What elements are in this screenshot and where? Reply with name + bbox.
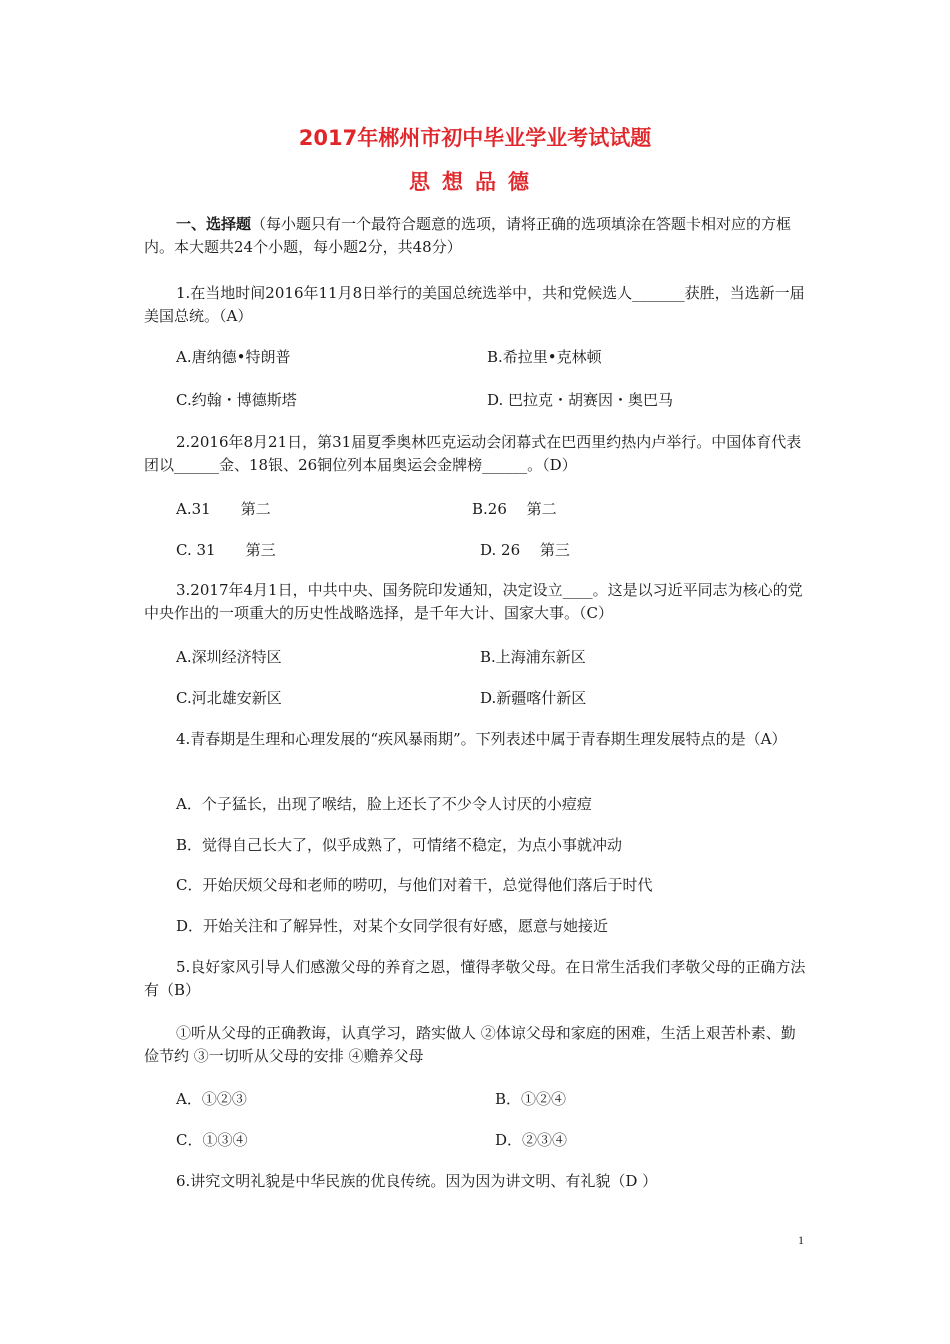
question-2-option-a: A.31 第二 (176, 500, 271, 518)
question-3-option-d: D.新疆喀什新区 (480, 689, 587, 707)
question-2-option-c: C. 31 第三 (176, 541, 276, 559)
question-3-option-b: B.上海浦东新区 (480, 648, 586, 666)
question-4-stem: 4.青春期是生理和心理发展的“疾风暴雨期”。下列表述中属于青春期生理发展特点的是（A） (176, 730, 787, 748)
question-6-stem: 6.讲究文明礼貌是中华民族的优良传统。因为因为讲文明、有礼貌（D ） (176, 1172, 658, 1190)
page-number: 1 (798, 1233, 804, 1247)
question-1-option-c: C.约翰・博德斯塔 (176, 391, 297, 409)
question-5-option-b: B．①②④ (495, 1090, 567, 1108)
question-4-option-a: A．个子猛长，出现了喉结，脸上还长了不少令人讨厌的小痘痘 (176, 795, 592, 813)
question-2-stem: 2.2016年8月21日，第31届夏季奥林匹克运动会闭幕式在巴西里约热内卢举行。中国体育代表团以______金、18银、26铜位列本届奥运会金牌榜______。（D） (144, 433, 802, 474)
question-2-option-d: D. 26 第三 (480, 541, 570, 559)
section-lead: 一、选择题 (176, 215, 252, 233)
question-1-stem: 1.在当地时间2016年11月8日举行的美国总统选举中，共和党候选人_______获胜，当选新一届美国总统。（A） (144, 284, 805, 325)
question-2-option-b: B.26 第二 (472, 500, 557, 518)
question-1-option-d: D. 巴拉克・胡赛因・奥巴马 (487, 391, 674, 409)
question-4-option-b: B．觉得自己长大了，似乎成熟了，可情绪不稳定，为点小事就冲动 (176, 836, 623, 854)
question-1-option-b: B.希拉里•克林顿 (487, 348, 602, 366)
page-title: 2017年郴州市初中毕业学业考试试题 (298, 126, 652, 150)
question-3-option-a: A.深圳经济特区 (176, 648, 282, 666)
section-instructions (144, 213, 810, 259)
section-text: （每小题只有一个最符合题意的选项，请将正确的选项填涂在答题卡相对应的方框内。本大题共24个小题，每小题2分，共48分） (144, 215, 792, 256)
question-4-option-d: D．开始关注和了解异性，对某个女同学很有好感，愿意与她接近 (176, 917, 609, 935)
subject-title: 思想品德 (409, 170, 541, 194)
question-3-option-c: C.河北雄安新区 (176, 689, 282, 707)
question-3-stem: 3.2017年4月1日，中共中央、国务院印发通知，决定设立____。这是以习近平同志为核心的党中央作出的一项重大的历史性战略选择，是千年大计、国家大事。（C） (144, 581, 803, 622)
question-4-option-c: C．开始厌烦父母和老师的唠叨，与他们对着干，总觉得他们落后于时代 (176, 876, 653, 894)
question-5-detail: ①听从父母的正确教诲，认真学习，踏实做人 ②体谅父母和家庭的困难，生活上艰苦朴素、勤俭节约 ③一切听从父母的安排 ④赡养父母 (144, 1024, 796, 1065)
question-5-option-a: A．①②③ (176, 1090, 247, 1108)
question-5-stem: 5.良好家风引导人们感激父母的养育之恩，懂得孝敬父母。在日常生活我们孝敬父母的正确方法有（B） (144, 958, 806, 999)
question-5-option-c: C．①③④ (176, 1131, 248, 1149)
question-1-option-a: A.唐纳德•特朗普 (176, 348, 291, 366)
question-5-option-d: D．②③④ (495, 1131, 568, 1149)
